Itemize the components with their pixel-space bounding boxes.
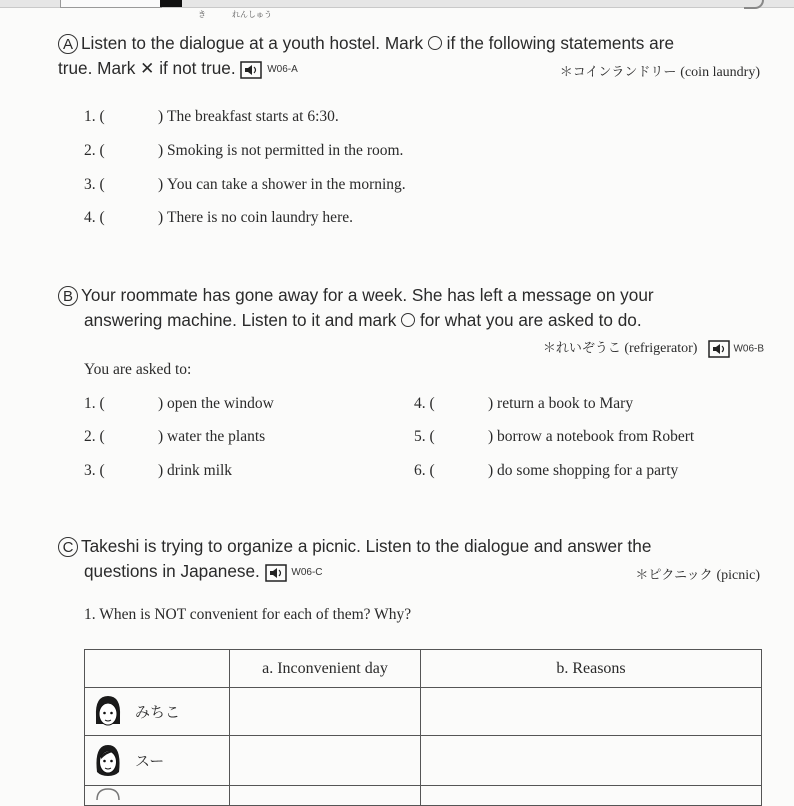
girl-avatar-icon — [93, 694, 123, 730]
item-close-paren: ) — [488, 428, 494, 445]
list-item — [84, 176, 406, 209]
header-corner-curve — [744, 0, 764, 9]
section-c-line2: questions in Japanese. — [84, 561, 260, 581]
item-text: The breakfast starts at 6:30. — [167, 108, 339, 125]
item-num: 2. ( — [84, 142, 105, 159]
note-a-jp: ＊コインランドリー — [559, 65, 677, 80]
section-a-list — [84, 108, 406, 243]
section-b-line1: Your roommate has gone away for a week. She has left a message on your — [81, 285, 654, 305]
item-close-paren: ) — [488, 462, 494, 479]
answer-cell-a[interactable] — [230, 688, 421, 736]
row-person-cell — [85, 688, 230, 736]
answer-cell-a[interactable] — [230, 786, 421, 806]
header-black-block — [160, 0, 182, 7]
section-c-instructions — [58, 534, 764, 585]
furigana-left: き — [198, 10, 206, 19]
section-a-note — [560, 59, 760, 85]
audio-speaker-icon — [708, 340, 730, 358]
item-num: 3. ( — [84, 462, 105, 479]
item-close-paren: ) — [158, 142, 164, 159]
note-a-en: (coin laundry) — [680, 65, 760, 80]
avatar-partial-icon — [95, 786, 121, 800]
audio-track-c[interactable] — [265, 559, 323, 585]
section-a-line1: Listen to the dialogue at a youth hostel. Mark — [81, 33, 424, 53]
chapter-tab — [60, 0, 162, 8]
note-c-jp: ＊ピクニック — [635, 568, 713, 583]
table-row — [85, 688, 762, 736]
note-b-jp: ＊れいぞうこ — [542, 341, 621, 356]
person-name: スー — [135, 752, 165, 770]
note-b-en: (refrigerator) — [624, 341, 698, 356]
item-text: do some shopping for a party — [497, 462, 679, 479]
section-b-note — [543, 337, 764, 358]
section-c-note — [635, 562, 760, 588]
list-item — [84, 428, 274, 462]
section-a-line1b: if the following statements are — [446, 33, 674, 53]
item-num: 2. ( — [84, 428, 105, 445]
person-name: みちこ — [135, 703, 181, 721]
item-text: You can take a shower in the morning. — [167, 176, 406, 193]
item-close-paren: ) — [158, 462, 164, 479]
note-c-en: (picnic) — [716, 568, 760, 583]
answer-table — [84, 649, 762, 806]
table-header-b: b. Reasons — [421, 650, 762, 688]
item-num: 1. ( — [84, 108, 105, 125]
item-text: open the window — [167, 395, 274, 412]
list-item — [414, 428, 694, 462]
row-person-cell — [85, 736, 230, 786]
audio-track-a[interactable] — [240, 56, 297, 82]
circle-mark-icon — [401, 313, 415, 327]
section-b-instructions — [58, 283, 764, 333]
item-close-paren: ) — [158, 428, 164, 445]
section-b-left-list — [84, 395, 274, 495]
section-a-line2b: if not true. — [159, 58, 236, 78]
item-num: 4. ( — [84, 209, 105, 226]
list-item — [84, 142, 406, 176]
table-header-row — [85, 650, 762, 688]
list-item — [414, 462, 694, 495]
furigana-right: れんしゅう — [232, 10, 272, 19]
answer-cell-b[interactable] — [421, 736, 762, 786]
list-item — [84, 209, 406, 243]
section-c-question: 1. When is NOT convenient for each of them? Why? — [84, 606, 412, 623]
section-b-line2b: for what you are asked to do. — [419, 310, 642, 330]
item-close-paren: ) — [158, 395, 164, 412]
section-b-intro: You are asked to: — [84, 361, 192, 378]
section-c-letter: C — [58, 537, 78, 557]
circle-mark-icon — [428, 36, 442, 50]
item-close-paren: ) — [158, 209, 164, 226]
item-num: 1. ( — [84, 395, 105, 412]
section-b-letter: B — [58, 286, 78, 306]
audio-code-b: W06-B — [733, 343, 764, 355]
audio-code-c: W06-C — [291, 567, 323, 579]
section-b-right-list — [414, 395, 694, 495]
section-a-line2a: true. Mark — [58, 58, 136, 78]
item-num: 5. ( — [414, 428, 435, 445]
section-a-letter: A — [58, 34, 78, 54]
item-close-paren: ) — [158, 176, 164, 193]
page-header-strip — [0, 0, 794, 8]
cross-mark-icon: ✕ — [140, 59, 155, 78]
woman-avatar-icon — [93, 742, 123, 780]
table-header-blank — [85, 650, 230, 688]
item-close-paren: ) — [488, 395, 494, 412]
section-c-line1: Takeshi is trying to organize a picnic. Listen to the dialogue and answer the — [81, 536, 652, 556]
audio-code-a: W06-A — [267, 64, 298, 76]
section-b-line2a: answering machine. Listen to it and mark — [84, 310, 397, 330]
section-a-instructions — [58, 31, 764, 82]
item-num: 3. ( — [84, 176, 105, 193]
audio-speaker-icon — [240, 61, 262, 79]
item-text: borrow a notebook from Robert — [497, 428, 695, 445]
item-close-paren: ) — [158, 108, 164, 125]
item-text: drink milk — [167, 462, 233, 479]
item-text: There is no coin laundry here. — [167, 209, 353, 226]
audio-speaker-icon — [265, 564, 287, 582]
item-text: return a book to Mary — [497, 395, 634, 412]
table-row — [85, 736, 762, 786]
list-item — [84, 462, 274, 495]
table-header-a: a. Inconvenient day — [230, 650, 421, 688]
answer-cell-a[interactable] — [230, 736, 421, 786]
item-text: Smoking is not permitted in the room. — [167, 142, 404, 159]
list-item — [84, 395, 274, 428]
audio-track-b[interactable] — [708, 340, 764, 358]
table-row — [85, 786, 762, 806]
row-person-cell — [85, 786, 230, 806]
item-num: 6. ( — [414, 462, 435, 479]
list-item — [414, 395, 694, 428]
item-text: water the plants — [167, 428, 266, 445]
answer-cell-b[interactable] — [421, 688, 762, 736]
answer-cell-b[interactable] — [421, 786, 762, 806]
list-item — [84, 108, 406, 142]
item-num: 4. ( — [414, 395, 435, 412]
